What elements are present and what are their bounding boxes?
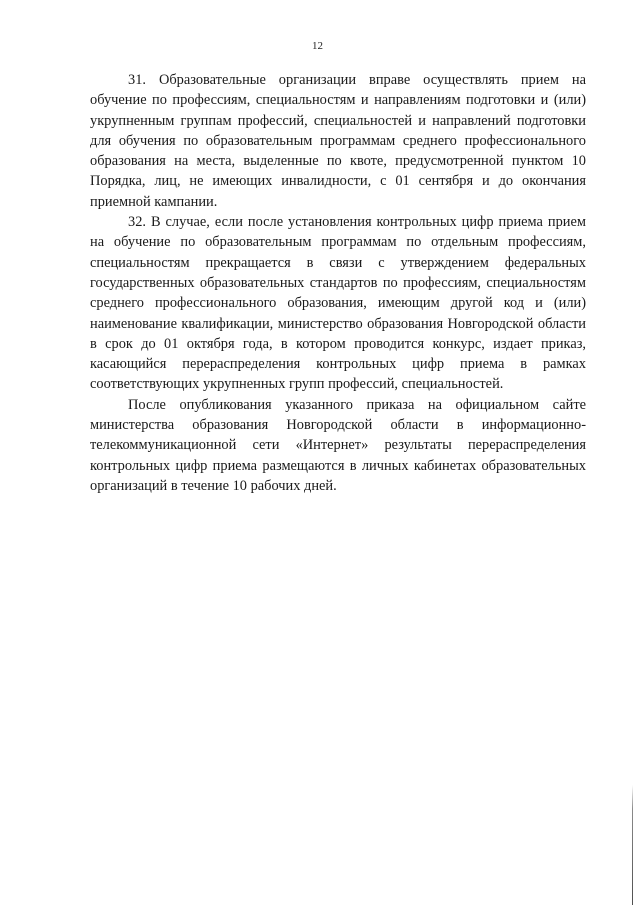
page-number: 12 xyxy=(312,40,323,52)
paragraph-31: 31. Образовательные организации вправе осуществлять прием на обучение по профессиям, специальностям и направлениям подготовки и (или) укрупненным группам профессий, специальностей и направлений подготовки для обучения по образовательным программам среднего профессионального образования на места, выделенные по квоте, предусмотренной пунктом 10 Порядка, лиц, не имеющих инвалидности, с 01 сентября и до окончания приемной кампании. xyxy=(90,72,586,210)
paragraph-32-continuation: После опубликования указанного приказа на официальном сайте министерства образования Новгородской области в информационно-телекоммуникационной сети «Интернет» результаты перераспределения контрольных цифр приема размещаются в личных кабинетах образовательных организаций в течение 10 рабочих дней. xyxy=(90,396,586,494)
document-body xyxy=(90,70,586,496)
paragraph-32: 32. В случае, если после установления контрольных цифр приема прием на обучение по образовательным программам по отдельным профессиям, специальностям прекращается в связи с утверждением федеральных государственных образовательных стандартов по профессиям, специальностям среднего профессионального образования, имеющим другой код и (или) наименование квалификации, министерство образования Новгородской области в срок до 01 октября года, в котором проводится конкурс, издает приказ, касающийся перераспределения контрольных цифр приема в рамках соответствующих укрупненных групп профессий, специальностей. xyxy=(90,214,586,393)
scan-edge-line xyxy=(632,785,633,905)
